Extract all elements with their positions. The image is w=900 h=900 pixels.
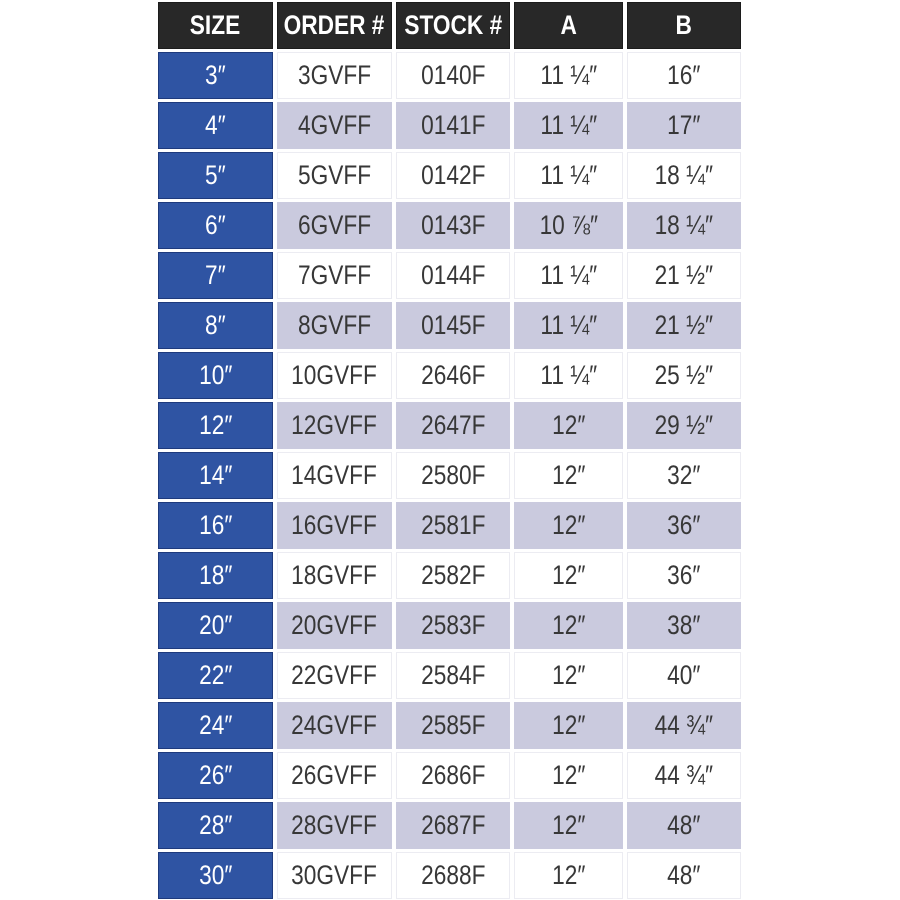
table-cell-b (627, 102, 741, 149)
table-cell-a (514, 452, 623, 499)
size-cell (158, 402, 273, 449)
cell-text: 25 ½″ (654, 360, 714, 390)
size-cell (158, 152, 273, 199)
size-cell (158, 302, 273, 349)
size-cell (158, 452, 273, 499)
column-header-size (158, 2, 273, 49)
cell-text: 26″ (198, 760, 233, 790)
cell-text: 2687F (420, 810, 486, 840)
table-cell-order (277, 152, 392, 199)
table-cell-b (627, 402, 741, 449)
cell-text: 8″ (205, 310, 226, 340)
column-header-stock (396, 2, 510, 49)
cell-text: 18 ¼″ (654, 160, 714, 190)
size-cell (158, 252, 273, 299)
table-cell-order (277, 752, 392, 799)
table-cell-order (277, 252, 392, 299)
cell-text: 12″ (551, 410, 586, 440)
cell-text: 40″ (667, 660, 701, 690)
table-cell-a (514, 602, 623, 649)
table-cell-order (277, 552, 392, 599)
table-cell-stock (396, 302, 510, 349)
cell-text: 20″ (198, 610, 233, 640)
cell-text: 2688F (420, 860, 486, 890)
cell-text: 22″ (198, 660, 233, 690)
size-cell (158, 602, 273, 649)
cell-text: 38″ (667, 610, 701, 640)
table-cell-a (514, 152, 623, 199)
table-cell-order (277, 402, 392, 449)
size-cell (158, 852, 273, 899)
table-cell-b (627, 152, 741, 199)
cell-text: 2647F (420, 410, 486, 440)
table-cell-b (627, 52, 741, 99)
table-cell-a (514, 202, 623, 249)
size-cell (158, 102, 273, 149)
cell-text: 0142F (420, 160, 486, 190)
cell-text: 2583F (420, 610, 486, 640)
table-cell-b (627, 752, 741, 799)
table-cell-b (627, 852, 741, 899)
cell-text: 21 ½″ (654, 260, 714, 290)
cell-text: 12″ (551, 610, 586, 640)
cell-text: 2582F (420, 560, 486, 590)
table-cell-b (627, 702, 741, 749)
cell-text: 44 ¾″ (654, 760, 714, 790)
size-cell (158, 752, 273, 799)
cell-text: 2646F (420, 360, 486, 390)
column-header-label: ORDER # (284, 10, 385, 40)
cell-text: 16″ (198, 510, 233, 540)
table-cell-stock (396, 102, 510, 149)
table-cell-stock (396, 752, 510, 799)
cell-text: 30GVFF (291, 860, 378, 890)
cell-text: 17″ (667, 110, 701, 140)
column-header-label: STOCK # (404, 10, 502, 40)
cell-text: 11 ¼″ (540, 260, 597, 290)
cell-text: 14GVFF (291, 460, 378, 490)
table-cell-a (514, 302, 623, 349)
cell-text: 5GVFF (297, 160, 372, 190)
spec-table (158, 2, 741, 899)
cell-text: 0140F (420, 60, 486, 90)
table-cell-stock (396, 52, 510, 99)
cell-text: 24GVFF (291, 710, 378, 740)
table-cell-order (277, 52, 392, 99)
table-cell-b (627, 802, 741, 849)
table-cell-a (514, 652, 623, 699)
table-cell-b (627, 352, 741, 399)
table-cell-order (277, 802, 392, 849)
size-cell (158, 802, 273, 849)
table-cell-stock (396, 552, 510, 599)
cell-text: 24″ (198, 710, 233, 740)
cell-text: 29 ½″ (654, 410, 714, 440)
cell-text: 36″ (667, 560, 701, 590)
table-cell-a (514, 252, 623, 299)
table-cell-order (277, 602, 392, 649)
cell-text: 21 ½″ (654, 310, 714, 340)
cell-text: 18 ¼″ (654, 210, 714, 240)
cell-text: 0143F (420, 210, 486, 240)
cell-text: 28″ (198, 810, 233, 840)
cell-text: 12″ (551, 760, 586, 790)
cell-text: 11 ¼″ (540, 360, 597, 390)
cell-text: 30″ (198, 860, 233, 890)
table-cell-b (627, 452, 741, 499)
table-cell-a (514, 52, 623, 99)
cell-text: 48″ (667, 860, 701, 890)
table-cell-stock (396, 202, 510, 249)
cell-text: 12″ (551, 560, 586, 590)
table-cell-a (514, 402, 623, 449)
cell-text: 2581F (420, 510, 486, 540)
cell-text: 10GVFF (291, 360, 378, 390)
table-cell-b (627, 552, 741, 599)
table-cell-stock (396, 402, 510, 449)
table-cell-b (627, 202, 741, 249)
table-cell-a (514, 852, 623, 899)
table-cell-a (514, 702, 623, 749)
cell-text: 2584F (420, 660, 486, 690)
cell-text: 0145F (420, 310, 486, 340)
table-cell-stock (396, 602, 510, 649)
cell-text: 0144F (420, 260, 486, 290)
cell-text: 6GVFF (297, 210, 372, 240)
cell-text: 11 ¼″ (540, 160, 597, 190)
table-cell-order (277, 452, 392, 499)
cell-text: 12″ (551, 460, 586, 490)
cell-text: 10 ⅞″ (539, 210, 598, 240)
table-cell-stock (396, 252, 510, 299)
cell-text: 2580F (420, 460, 486, 490)
table-cell-order (277, 502, 392, 549)
size-cell (158, 552, 273, 599)
table-cell-order (277, 352, 392, 399)
cell-text: 4GVFF (297, 110, 372, 140)
table-cell-stock (396, 852, 510, 899)
size-cell (158, 652, 273, 699)
table-cell-b (627, 302, 741, 349)
cell-text: 12″ (551, 660, 586, 690)
table-cell-stock (396, 652, 510, 699)
cell-text: 12″ (551, 510, 586, 540)
cell-text: 8GVFF (297, 310, 372, 340)
table-cell-order (277, 702, 392, 749)
cell-text: 11 ¼″ (540, 60, 597, 90)
column-header-label: B (675, 10, 693, 40)
table-cell-a (514, 352, 623, 399)
cell-text: 4″ (205, 110, 226, 140)
column-header-label: A (560, 10, 577, 40)
cell-text: 11 ¼″ (540, 310, 597, 340)
size-cell (158, 52, 273, 99)
table-cell-b (627, 652, 741, 699)
table-cell-b (627, 252, 741, 299)
cell-text: 12″ (551, 710, 586, 740)
cell-text: 44 ¾″ (654, 710, 714, 740)
cell-text: 16″ (667, 60, 701, 90)
cell-text: 12″ (198, 410, 233, 440)
size-cell (158, 202, 273, 249)
cell-text: 5″ (205, 160, 226, 190)
table-cell-a (514, 802, 623, 849)
cell-text: 0141F (420, 110, 486, 140)
table-cell-b (627, 502, 741, 549)
cell-text: 22GVFF (291, 660, 378, 690)
column-header-label: SIZE (190, 10, 241, 40)
table-cell-stock (396, 452, 510, 499)
cell-text: 18″ (198, 560, 233, 590)
cell-text: 7GVFF (297, 260, 372, 290)
table-cell-stock (396, 502, 510, 549)
table-cell-stock (396, 802, 510, 849)
table-cell-stock (396, 352, 510, 399)
cell-text: 14″ (198, 460, 233, 490)
table-cell-order (277, 202, 392, 249)
size-cell (158, 352, 273, 399)
cell-text: 7″ (205, 260, 226, 290)
cell-text: 12″ (551, 860, 586, 890)
cell-text: 6″ (205, 210, 226, 240)
cell-text: 32″ (667, 460, 701, 490)
cell-text: 3″ (205, 60, 226, 90)
cell-text: 36″ (667, 510, 701, 540)
cell-text: 48″ (667, 810, 701, 840)
cell-text: 28GVFF (291, 810, 378, 840)
table-cell-order (277, 652, 392, 699)
cell-text: 12GVFF (291, 410, 378, 440)
cell-text: 3GVFF (297, 60, 372, 90)
cell-text: 18GVFF (291, 560, 378, 590)
table-cell-a (514, 502, 623, 549)
table-cell-b (627, 602, 741, 649)
table-cell-stock (396, 152, 510, 199)
table-cell-order (277, 302, 392, 349)
table-cell-order (277, 852, 392, 899)
cell-text: 12″ (551, 810, 586, 840)
cell-text: 16GVFF (291, 510, 378, 540)
table-cell-a (514, 752, 623, 799)
column-header-a (514, 2, 623, 49)
cell-text: 20GVFF (291, 610, 378, 640)
cell-text: 26GVFF (291, 760, 378, 790)
column-header-order (277, 2, 392, 49)
cell-text: 11 ¼″ (540, 110, 597, 140)
size-cell (158, 502, 273, 549)
table-cell-a (514, 102, 623, 149)
table-cell-stock (396, 702, 510, 749)
cell-text: 10″ (198, 360, 233, 390)
cell-text: 2585F (420, 710, 486, 740)
column-header-b (627, 2, 741, 49)
table-cell-order (277, 102, 392, 149)
cell-text: 2686F (420, 760, 486, 790)
table-cell-a (514, 552, 623, 599)
size-cell (158, 702, 273, 749)
